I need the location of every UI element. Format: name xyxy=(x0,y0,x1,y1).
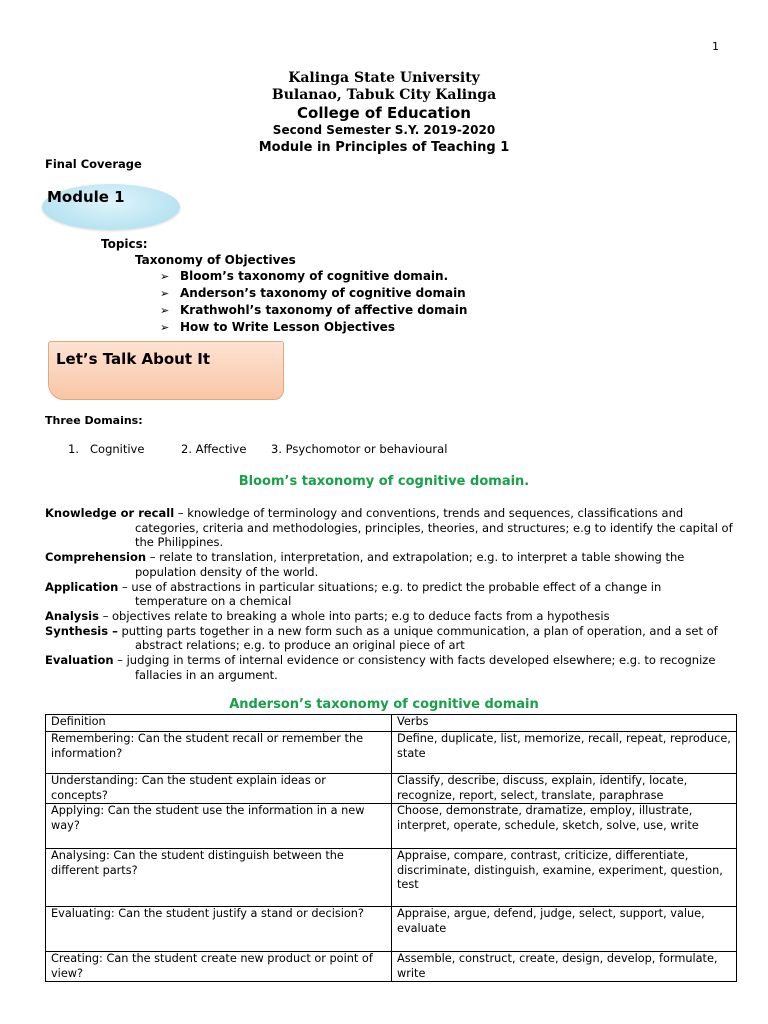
verbs-cell: Classify, describe, discuss, explain, identify, locate, recognize, report, select, translate, paraphrase xyxy=(392,774,737,804)
domain-affective: 2. Affective xyxy=(181,442,247,456)
arrow-bullet-icon: ➢ xyxy=(160,270,170,283)
anderson-table xyxy=(45,714,737,982)
verbs-cell: Assemble, construct, create, design, develop, formulate, write xyxy=(392,952,737,982)
topic-item: How to Write Lesson Objectives xyxy=(180,320,395,334)
bloom-term: Evaluation xyxy=(45,653,114,668)
bloom-term: Knowledge or recall xyxy=(45,506,175,520)
page-number: 1 xyxy=(712,40,719,53)
table-row xyxy=(46,849,737,907)
topic-item: Krathwohl’s taxonomy of affective domain xyxy=(180,303,468,317)
arrow-bullet-icon: ➢ xyxy=(160,321,170,334)
list-item xyxy=(160,302,467,319)
bloom-term: Comprehension xyxy=(45,550,147,565)
bloom-entry xyxy=(45,653,735,682)
header-verbs: Verbs xyxy=(392,715,737,732)
bloom-entry xyxy=(45,609,735,624)
module-title: Module in Principles of Teaching 1 xyxy=(258,140,510,155)
domain-psychomotor: 3. Psychomotor or behavioural xyxy=(271,442,448,456)
final-coverage-label: Final Coverage xyxy=(45,157,142,171)
bloom-entry xyxy=(45,506,735,550)
table-row xyxy=(46,952,737,982)
topics-heading: Taxonomy of Objectives xyxy=(135,253,296,267)
table-row xyxy=(46,804,737,849)
bloom-desc: – use of abstractions in particular situations; e.g. to predict the probable effect of a change in temperature on a chemical xyxy=(118,579,662,609)
bloom-term: Analysis xyxy=(45,608,99,623)
bloom-entry xyxy=(45,550,735,579)
verbs-cell: Appraise, argue, defend, judge, select, support, value, evaluate xyxy=(392,907,737,952)
university-address: Bulanao, Tabuk City Kalinga xyxy=(271,87,497,103)
bloom-desc: putting parts together in a new form such as a unique communication, a plan of operation, and a set of abstract relations; e.g. to produce an original piece of art xyxy=(117,623,718,653)
bloom-desc: – relate to translation, interpretation, and extrapolation; e.g. to interpret a table showing the population density of the world. xyxy=(135,550,685,579)
definition-cell: Analysing: Can the student distinguish between the different parts? xyxy=(46,849,392,907)
three-domains-label: Three Domains: xyxy=(45,414,143,427)
topic-item: Bloom’s taxonomy of cognitive domain. xyxy=(180,269,449,283)
topic-item: Anderson’s taxonomy of cognitive domain xyxy=(180,286,466,300)
topic-list xyxy=(160,268,467,336)
table-row xyxy=(46,774,737,804)
anderson-title: Anderson’s taxonomy of cognitive domain xyxy=(229,697,539,712)
arrow-bullet-icon: ➢ xyxy=(160,304,170,317)
module-label: Module 1 xyxy=(47,188,125,206)
definition-cell: Understanding: Can the student explain ideas or concepts? xyxy=(46,774,392,804)
bloom-term: Synthesis – xyxy=(45,623,118,638)
bloom-desc: – knowledge of terminology and conventions, trends and sequences, classifications and categories, criteria and methodologies, principles, theories, and structures; e.g to identify the capital of the Philippines. xyxy=(135,506,733,550)
verbs-cell: Define, duplicate, list, memorize, recall, repeat, reproduce, state xyxy=(392,732,737,774)
bloom-entry xyxy=(45,624,735,653)
domain-cognitive: Cognitive xyxy=(90,442,145,456)
college-name: College of Education xyxy=(297,104,471,122)
document-header xyxy=(0,70,768,158)
table-row xyxy=(46,732,737,774)
topics-label: Topics: xyxy=(101,237,148,251)
arrow-bullet-icon: ➢ xyxy=(160,287,170,300)
definition-cell: Creating: Can the student create new product or point of view? xyxy=(46,952,392,982)
definition-cell: Applying: Can the student use the information in a new way? xyxy=(46,804,392,849)
list-item xyxy=(160,285,467,302)
table-header-row xyxy=(46,715,737,732)
definition-cell: Evaluating: Can the student justify a stand or decision? xyxy=(46,907,392,952)
bloom-entry xyxy=(45,580,735,609)
university-name: Kalinga State University xyxy=(288,70,480,86)
table-row xyxy=(46,907,737,952)
talk-label: Let’s Talk About It xyxy=(56,350,210,368)
verbs-cell: Appraise, compare, contrast, criticize, differentiate, discriminate, distinguish, examine, experiment, question, test xyxy=(392,849,737,907)
list-item xyxy=(160,268,467,285)
bloom-definitions xyxy=(45,506,735,682)
list-item xyxy=(160,319,467,336)
bloom-term: Application xyxy=(45,579,119,594)
definition-cell: Remembering: Can the student recall or remember the information? xyxy=(46,732,392,774)
domain-number: 1. xyxy=(68,442,79,456)
semester-line: Second Semester S.Y. 2019-2020 xyxy=(272,123,496,137)
bloom-desc: – objectives relate to breaking a whole into parts; e.g to deduce facts from a hypothesis xyxy=(98,608,610,623)
header-definition: Definition xyxy=(46,715,392,732)
bloom-desc: – judging in terms of internal evidence or consistency with facts developed elsewhere; e.g. to recognize fallacies in an argument. xyxy=(113,653,716,682)
verbs-cell: Choose, demonstrate, dramatize, employ, illustrate, interpret, operate, schedule, sketch, solve, use, write xyxy=(392,804,737,849)
bloom-title: Bloom’s taxonomy of cognitive domain. xyxy=(238,474,530,489)
